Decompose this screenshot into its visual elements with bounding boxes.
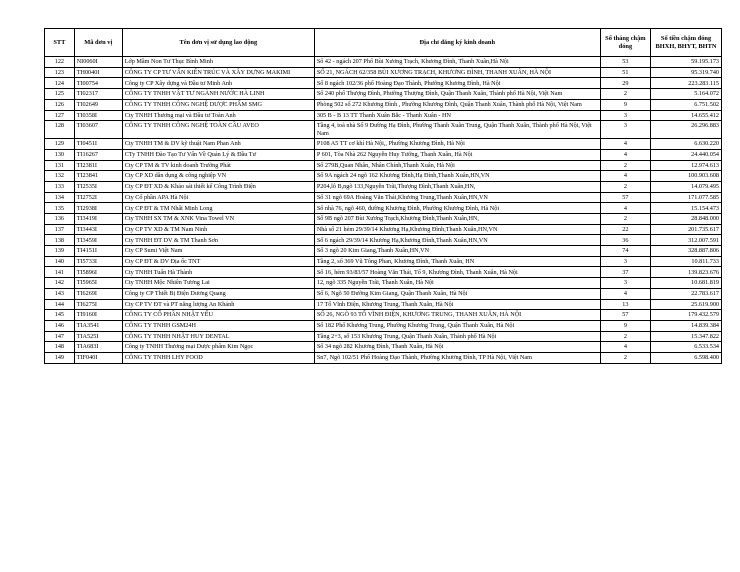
cell-amount-late: 171.077.585 bbox=[651, 192, 722, 203]
cell-unit-name: Công ty CP Xây dựng và Đầu tư Minh Anh bbox=[122, 78, 314, 89]
cell-unit-code: TI2752I bbox=[74, 192, 122, 203]
cell-address: SỐ 26, NGÕ 93 TỔ VĨNH ĐIỆN, KHƯƠNG TRUNG, THANH XUÂN, HÀ NỘI bbox=[314, 310, 600, 321]
table-header-row bbox=[45, 29, 722, 57]
table-row bbox=[45, 331, 722, 342]
cell-address: Số 8 ngách 102/36 phố Hoàng Đạo Thành, Phường Khương Đình, Hà Nội bbox=[314, 78, 600, 89]
cell-stt: 134 bbox=[45, 192, 75, 203]
cell-address: P 601, Tòa Nhà 262 Nguyễn Huy Tưởng, Thanh Xuân, Hà Nội bbox=[314, 149, 600, 160]
cell-months-late: 2 bbox=[600, 181, 650, 192]
cell-unit-code: TI4151I bbox=[74, 246, 122, 257]
cell-stt: 135 bbox=[45, 203, 75, 214]
cell-months-late: 2 bbox=[600, 89, 650, 100]
table-row bbox=[45, 342, 722, 353]
cell-unit-name: Cty CP ĐT & DV Địa ốc TNT bbox=[122, 256, 314, 267]
cell-months-late: 29 bbox=[600, 78, 650, 89]
cell-unit-code: NI0060I bbox=[74, 57, 122, 68]
cell-months-late: 4 bbox=[600, 288, 650, 299]
cell-unit-code: TI02317 bbox=[74, 89, 122, 100]
cell-stt: 148 bbox=[45, 342, 75, 353]
cell-unit-name: Cty CP XD dân dụng & công nghiệp VN bbox=[122, 171, 314, 182]
table-row bbox=[45, 121, 722, 139]
cell-unit-code: TI3443I bbox=[74, 224, 122, 235]
cell-amount-late: 201.735.617 bbox=[651, 224, 722, 235]
cell-amount-late: 25.619.900 bbox=[651, 299, 722, 310]
cell-months-late: 4 bbox=[600, 203, 650, 214]
cell-unit-name: Cty CP ĐT XD & Khảo sát thiết kế Công Trình Điện bbox=[122, 181, 314, 192]
cell-stt: 129 bbox=[45, 139, 75, 150]
cell-months-late: 57 bbox=[600, 310, 650, 321]
table-row bbox=[45, 181, 722, 192]
table-row bbox=[45, 67, 722, 78]
cell-amount-late: 59.195.173 bbox=[651, 57, 722, 68]
cell-address: Số 6 ngách 29/39/14 Khương Hạ,Khương Đình,Thanh Xuân,HN,VN bbox=[314, 235, 600, 246]
cell-address: SỐ 21, NGÁCH 62/358 BÙI XƯƠNG TRẠCH, KHƯƠNG ĐÌNH, THANH XUÂN, HÀ NỘI bbox=[314, 67, 600, 78]
cell-stt: 132 bbox=[45, 171, 75, 182]
table-row bbox=[45, 160, 722, 171]
cell-months-late: 4 bbox=[600, 342, 650, 353]
cell-unit-name: Cty CP Sumi Việt Nam bbox=[122, 246, 314, 257]
cell-stt: 144 bbox=[45, 299, 75, 310]
cell-amount-late: 14.839.384 bbox=[651, 320, 722, 331]
cell-unit-name: CÔNG TY CỔ PHẦN NHẬT YẾU bbox=[122, 310, 314, 321]
cell-stt: 137 bbox=[45, 224, 75, 235]
cell-unit-code: TIF040I bbox=[74, 352, 122, 363]
cell-amount-late: 10.811.733 bbox=[651, 256, 722, 267]
cell-unit-name: Công ty CP Thiết Bị Điện Dương Quang bbox=[122, 288, 314, 299]
table-row bbox=[45, 235, 722, 246]
cell-address: Tầng 2, số 369 Vũ Tông Phan, Khương Đình, Thanh Xuân, HN bbox=[314, 256, 600, 267]
cell-stt: 136 bbox=[45, 214, 75, 225]
cell-unit-code: TI2938I bbox=[74, 203, 122, 214]
cell-unit-name: Cty TNHH ĐT DV & TM Thanh Sơn bbox=[122, 235, 314, 246]
cell-address: Số 182 Phố Khương Trung, Phường Khương Trung, Quận Thanh Xuân, Hà Nội bbox=[314, 320, 600, 331]
cell-months-late: 3 bbox=[600, 121, 650, 139]
cell-amount-late: 312.007.591 bbox=[651, 235, 722, 246]
cell-months-late: 2 bbox=[600, 214, 650, 225]
cell-months-late: 2 bbox=[600, 352, 650, 363]
cell-amount-late: 15.154.473 bbox=[651, 203, 722, 214]
cell-months-late: 36 bbox=[600, 235, 650, 246]
cell-address: Số 9A ngách 24 ngõ 162 Khương Đình,Hạ Đình,Thanh Xuân,HN,VN bbox=[314, 171, 600, 182]
cell-unit-name: Công ty TNHH Thương mại Dược phẩm Kim Ngọc bbox=[122, 342, 314, 353]
cell-stt: 143 bbox=[45, 288, 75, 299]
cell-address: Tầng 4, toà nhà Số 9 Đường Hạ Đình, Phường Thanh Xuân Trung, Quận Thanh Xuân, Thành phố Hà Nội, Việt Nam bbox=[314, 121, 600, 139]
cell-address: Số 42 - ngách 207 Phố Bùi Xương Trạch, Khương Đình, Thanh Xuân,Hà Nội bbox=[314, 57, 600, 68]
cell-stt: 141 bbox=[45, 267, 75, 278]
cell-months-late: 37 bbox=[600, 267, 650, 278]
cell-stt: 149 bbox=[45, 352, 75, 363]
cell-unit-code: TI23841 bbox=[74, 171, 122, 182]
column-header-address: Địa chỉ đăng ký kinh doanh bbox=[314, 29, 600, 57]
cell-address: Phòng 502 số 272 Khương Đình , Phường Khương Đình, Quận Thanh Xuân, Thành phố Hà Nội, Việt Nam bbox=[314, 99, 600, 110]
column-header-name: Tên đơn vị sử dụng lao động bbox=[122, 29, 314, 57]
cell-unit-name: CÔNG TY TNHH GSM24H bbox=[122, 320, 314, 331]
cell-amount-late: 24.440.054 bbox=[651, 149, 722, 160]
cell-address: 305 B - B 13 TT Thanh Xuân Bắc - Thanh Xuân - HN bbox=[314, 110, 600, 121]
table-body bbox=[45, 57, 722, 364]
cell-unit-name: Cty TNHH SX TM & XNK Vina Towel VN bbox=[122, 214, 314, 225]
table-row bbox=[45, 57, 722, 68]
cell-amount-late: 10.681.819 bbox=[651, 278, 722, 289]
cell-amount-late: 139.823.676 bbox=[651, 267, 722, 278]
table-row bbox=[45, 310, 722, 321]
cell-unit-name: Cty CP TV ĐT và PT năng lượng An Khánh bbox=[122, 299, 314, 310]
cell-unit-code: TI2381I bbox=[74, 160, 122, 171]
table-row bbox=[45, 149, 722, 160]
column-header-amount: Số tiền chậm đóng BHXH, BHYT, BHTN bbox=[651, 29, 722, 57]
cell-unit-name: Cty Cổ phần APA Hà Nội bbox=[122, 192, 314, 203]
cell-unit-name: CÔNG TY TNHH VẬT TƯ NGÀNH NƯỚC HÀ LINH bbox=[122, 89, 314, 100]
cell-address: Số 16, hẻm 93/83/57 Hoàng Văn Thái, Tổ 9, Khương Đình, Thanh Xuân, Hà Nội bbox=[314, 267, 600, 278]
cell-amount-late: 14.079.495 bbox=[651, 181, 722, 192]
cell-unit-name: Cty TNHH Thương mại và Đầu tư Toàn Anh bbox=[122, 110, 314, 121]
table-row bbox=[45, 352, 722, 363]
cell-stt: 140 bbox=[45, 256, 75, 267]
cell-stt: 133 bbox=[45, 181, 75, 192]
cell-address: Số 240 phố Thượng Đình, Phường Thượng Đình, Quận Thanh Xuân, Thành phố Hà Nội, Việt Nam bbox=[314, 89, 600, 100]
table-row bbox=[45, 89, 722, 100]
cell-address: Số nhà 76, ngõ 460, đường Khương Đình, Phường Khương Đình, Hà Nội bbox=[314, 203, 600, 214]
cell-address: Số 279B,Quan Nhân, Nhân Chính,Thanh Xuân, Hà Nội bbox=[314, 160, 600, 171]
table-row bbox=[45, 246, 722, 257]
column-header-code: Mã đơn vị bbox=[74, 29, 122, 57]
cell-unit-code: TI5896I bbox=[74, 267, 122, 278]
cell-stt: 146 bbox=[45, 320, 75, 331]
cell-unit-name: Cty TNHH Mộc Nhiên Tương Lai bbox=[122, 278, 314, 289]
cell-amount-late: 12.974.613 bbox=[651, 160, 722, 171]
table-row bbox=[45, 288, 722, 299]
table-row bbox=[45, 267, 722, 278]
cell-unit-code: TI9160I bbox=[74, 310, 122, 321]
cell-unit-code: TI5733I bbox=[74, 256, 122, 267]
cell-unit-code: TIA683I bbox=[74, 342, 122, 353]
cell-address: Số 9B ngõ 207 Bùi Xương Trạch,Khương Đình,Thanh Xuân,HN, bbox=[314, 214, 600, 225]
table-row bbox=[45, 110, 722, 121]
cell-unit-code: TI3419I bbox=[74, 214, 122, 225]
cell-amount-late: 223.283.115 bbox=[651, 78, 722, 89]
cell-unit-code: TI5965I bbox=[74, 278, 122, 289]
cell-unit-code: TIA3541 bbox=[74, 320, 122, 331]
cell-amount-late: 5.164.072 bbox=[651, 89, 722, 100]
cell-months-late: 2 bbox=[600, 160, 650, 171]
cell-unit-name: CÔNG TY CP TƯ VẤN KIẾN TRÚC VÀ XÂY DỰNG MAKIMI bbox=[122, 67, 314, 78]
cell-stt: 147 bbox=[45, 331, 75, 342]
cell-stt: 123 bbox=[45, 67, 75, 78]
cell-amount-late: 100.903.608 bbox=[651, 171, 722, 182]
cell-unit-name: Cty CP ĐT & TM Nhất Minh Long bbox=[122, 203, 314, 214]
cell-unit-code: TI6269I bbox=[74, 288, 122, 299]
cell-stt: 126 bbox=[45, 99, 75, 110]
cell-stt: 124 bbox=[45, 78, 75, 89]
cell-unit-code: TI00754 bbox=[74, 78, 122, 89]
column-header-months: Số tháng chậm đóng bbox=[600, 29, 650, 57]
cell-unit-name: Cty CP TV XD & TM Nam Ninh bbox=[122, 224, 314, 235]
table-row bbox=[45, 99, 722, 110]
table-row bbox=[45, 256, 722, 267]
cell-months-late: 13 bbox=[600, 299, 650, 310]
table-row bbox=[45, 192, 722, 203]
cell-unit-code: TI6275I bbox=[74, 299, 122, 310]
cell-unit-name: Cty TNHH TM & DV kỹ thuật Nam Phan Anh bbox=[122, 139, 314, 150]
cell-stt: 142 bbox=[45, 278, 75, 289]
cell-months-late: 53 bbox=[600, 57, 650, 68]
cell-unit-code: TIA525I bbox=[74, 331, 122, 342]
cell-address: 17 Tổ Vĩnh Điện, Khương Trung, Thanh Xuân, Hà Nội bbox=[314, 299, 600, 310]
cell-unit-code: TI02649 bbox=[74, 99, 122, 110]
cell-amount-late: 15.347.822 bbox=[651, 331, 722, 342]
cell-unit-code: TI0358I bbox=[74, 110, 122, 121]
cell-address: Số 34 ngõ 282 Khương Đình, Thanh Xuân, Hà Nội bbox=[314, 342, 600, 353]
cell-address: Nhà số 21 hẻm 29/39/14 Khương Hạ,Khương Đình,Thanh Xuân,HN,VN bbox=[314, 224, 600, 235]
cell-amount-late: 6.598.400 bbox=[651, 352, 722, 363]
cell-stt: 138 bbox=[45, 235, 75, 246]
cell-amount-late: 179.432.579 bbox=[651, 310, 722, 321]
table-row bbox=[45, 278, 722, 289]
table-row bbox=[45, 224, 722, 235]
cell-unit-name: Lớp Mầm Non Tư Thục Bình Minh bbox=[122, 57, 314, 68]
cell-months-late: 74 bbox=[600, 246, 650, 257]
cell-unit-name: CÔNG TY TNHH NHẬT HUY DENTAL bbox=[122, 331, 314, 342]
cell-unit-code: TI03607 bbox=[74, 121, 122, 139]
cell-stt: 128 bbox=[45, 121, 75, 139]
cell-unit-name: CÔNG TY TNHH LHY FOOD bbox=[122, 352, 314, 363]
cell-amount-late: 328.887.806 bbox=[651, 246, 722, 257]
cell-address: P108 A5 TT cơ khí Hà Nội,, Phường Khương Đình, Hà Nội bbox=[314, 139, 600, 150]
cell-months-late: 9 bbox=[600, 99, 650, 110]
cell-stt: 127 bbox=[45, 110, 75, 121]
table-row bbox=[45, 203, 722, 214]
cell-amount-late: 95.319.740 bbox=[651, 67, 722, 78]
cell-unit-code: TI0451I bbox=[74, 139, 122, 150]
table-row bbox=[45, 171, 722, 182]
cell-months-late: 51 bbox=[600, 67, 650, 78]
cell-address: Tầng 2+3, số 153 Khương Trung, Quận Thanh Xuân, Thành phố Hà Nội bbox=[314, 331, 600, 342]
cell-address: P204,lô B,ngõ 133,Nguyễn Trãi,Thượng Đình,Thanh Xuân,HN, bbox=[314, 181, 600, 192]
cell-unit-name: CÔNG TY TNHH CÔNG NGHỆ DƯỢC PHẨM SMG bbox=[122, 99, 314, 110]
social-insurance-debt-table bbox=[44, 28, 722, 364]
cell-unit-code: TH0040I bbox=[74, 67, 122, 78]
cell-unit-code: TI16267 bbox=[74, 149, 122, 160]
cell-unit-name: CTy TNHH Đào Tạo Tư Vấn Về Quản Lý & Đầu Tư bbox=[122, 149, 314, 160]
cell-stt: 130 bbox=[45, 149, 75, 160]
cell-months-late: 9 bbox=[600, 320, 650, 331]
cell-unit-name: Cty CP TM & TV kinh doanh Trường Phát bbox=[122, 160, 314, 171]
table-row bbox=[45, 299, 722, 310]
cell-stt: 122 bbox=[45, 57, 75, 68]
cell-address: Số 3 ngõ 20 Kim Giang,Thanh Xuân,HN,VN bbox=[314, 246, 600, 257]
cell-amount-late: 6.751.502 bbox=[651, 99, 722, 110]
table-row bbox=[45, 214, 722, 225]
cell-stt: 131 bbox=[45, 160, 75, 171]
cell-address: Số 6, Ngõ 50 Đường Kim Giang, Quận Thanh Xuân, Hà Nội bbox=[314, 288, 600, 299]
table-row bbox=[45, 78, 722, 89]
cell-unit-name: Cty TNHH Tuấn Hà Thành bbox=[122, 267, 314, 278]
cell-months-late: 4 bbox=[600, 139, 650, 150]
cell-months-late: 3 bbox=[600, 256, 650, 267]
cell-amount-late: 22.783.617 bbox=[651, 288, 722, 299]
cell-amount-late: 26.296.883 bbox=[651, 121, 722, 139]
cell-months-late: 4 bbox=[600, 149, 650, 160]
cell-amount-late: 6.630.220 bbox=[651, 139, 722, 150]
cell-months-late: 3 bbox=[600, 110, 650, 121]
cell-months-late: 22 bbox=[600, 224, 650, 235]
cell-unit-name: CÔNG TY TNHH CÔNG NGHỆ TOÀN CẦU AVEO bbox=[122, 121, 314, 139]
cell-months-late: 4 bbox=[600, 171, 650, 182]
table-row bbox=[45, 320, 722, 331]
cell-unit-code: TI2535I bbox=[74, 181, 122, 192]
cell-amount-late: 6.533.534 bbox=[651, 342, 722, 353]
cell-address: Số 31 ngõ 69A Hoàng Văn Thái,Khương Trung,Thanh Xuân,HN,VN bbox=[314, 192, 600, 203]
column-header-stt: STT bbox=[45, 29, 75, 57]
cell-amount-late: 28.848.000 bbox=[651, 214, 722, 225]
cell-address: 12, ngõ 335 Nguyễn Trãi, Thanh Xuân, Hà Nội bbox=[314, 278, 600, 289]
cell-stt: 139 bbox=[45, 246, 75, 257]
cell-months-late: 57 bbox=[600, 192, 650, 203]
cell-amount-late: 14.655.412 bbox=[651, 110, 722, 121]
cell-months-late: 2 bbox=[600, 331, 650, 342]
table-row bbox=[45, 139, 722, 150]
cell-address: Sn7, Ngõ 102/51 Phố Hoàng Đạo Thành, Phường Khương Đình, TP Hà Nội, Việt Nam bbox=[314, 352, 600, 363]
cell-months-late: 3 bbox=[600, 278, 650, 289]
cell-stt: 125 bbox=[45, 89, 75, 100]
cell-unit-code: TI3459I bbox=[74, 235, 122, 246]
cell-stt: 145 bbox=[45, 310, 75, 321]
table-header bbox=[45, 29, 722, 57]
